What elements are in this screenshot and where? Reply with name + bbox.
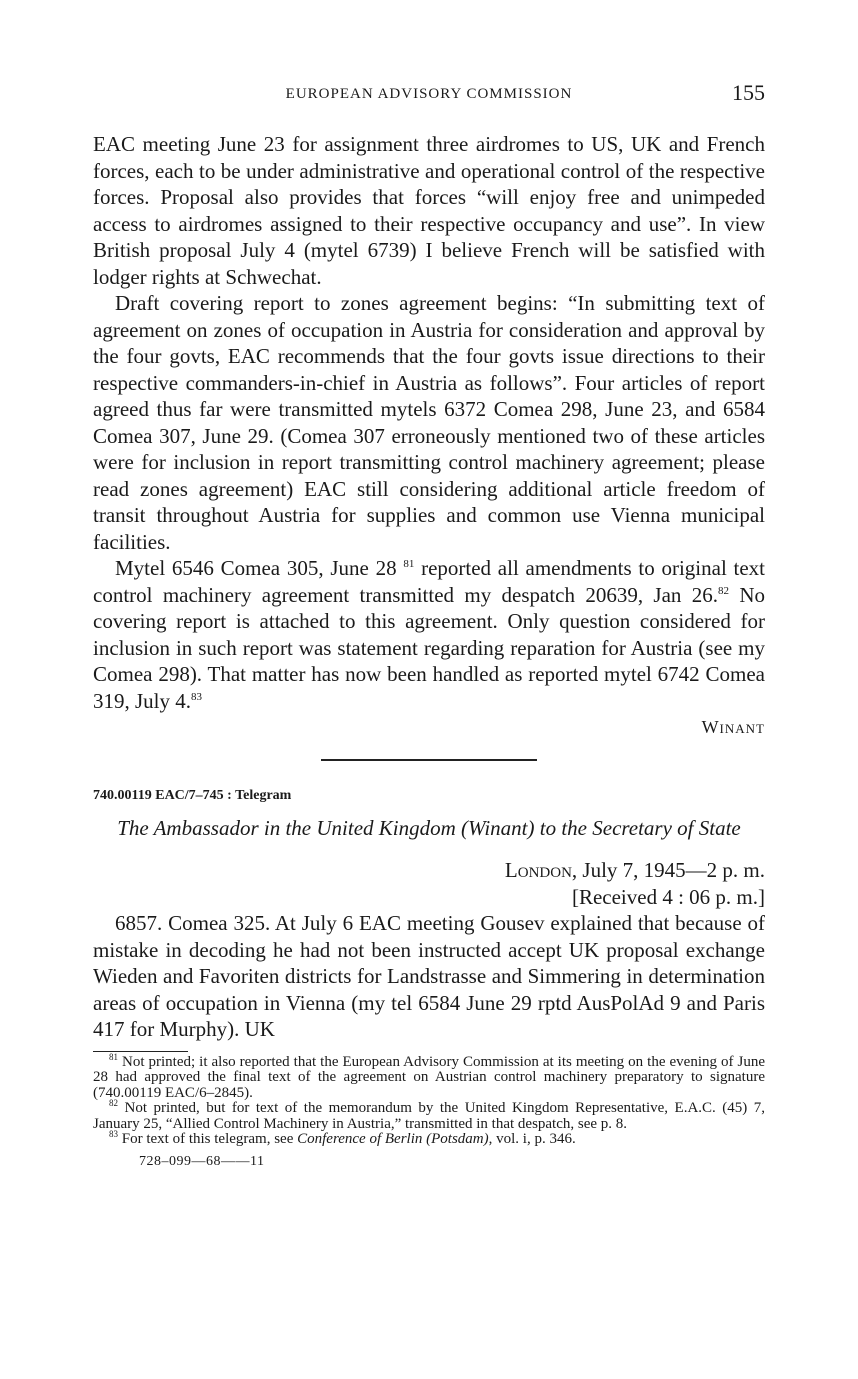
footnote-citation: Conference of Berlin (Potsdam) bbox=[297, 1131, 489, 1147]
footnote-text: Not printed, but for text of the memorandum by the United Kingdom Representative, E.A.C. (45) 7, January 25, “Allied Control Machinery in Austria,” transmitted in that despatch, see p. 8. bbox=[93, 1100, 765, 1132]
file-number: 740.00119 EAC/7–745 : Telegram bbox=[93, 788, 292, 803]
paragraph-3-part-a: Mytel 6546 Comea 305, June 28 bbox=[115, 556, 397, 580]
document-title: The Ambassador in the United Kingdom (Winant) to the Secretary of State bbox=[117, 816, 741, 840]
dateline bbox=[93, 857, 765, 884]
footnote-text-end: , vol. i, p. 346. bbox=[488, 1131, 576, 1147]
received-time: [Received 4 : 06 p. m.] bbox=[571, 884, 765, 909]
footnote-82 bbox=[93, 1098, 765, 1132]
footnote-divider bbox=[93, 1051, 188, 1052]
page-number: 155 bbox=[732, 80, 765, 105]
paragraph-3 bbox=[93, 555, 765, 714]
paragraph-3-part-b: reported all amendments to original text control machinery agreement transmitted my despatch 20639, Jan 26. bbox=[93, 556, 766, 607]
paragraph-1: EAC meeting June 23 for assignment three airdromes to US, UK and French forces, each to be under administrative and operational control of the respective forces. Proposal also provides that forces “will enjoy free and unimpeded access to airdromes assigned to their respective occupancy and use”. In view British proposal July 4 (mytel 6739) I believe French will be satisfied with lodger rights at Schwechat. bbox=[93, 132, 765, 289]
footnote-83 bbox=[93, 1129, 765, 1148]
footnote-text: For text of this telegram, see bbox=[118, 1131, 298, 1147]
footnote-mark: 82 bbox=[109, 1098, 118, 1108]
running-head bbox=[93, 78, 765, 108]
footnotes bbox=[93, 1051, 765, 1148]
section-divider bbox=[321, 759, 537, 761]
footnote-mark: 81 bbox=[109, 1051, 118, 1062]
footnote-81 bbox=[93, 1051, 765, 1102]
paragraph-2: Draft covering report to zones agreement begins: “In submitting text of agreement on zones of occupation in Austria for consideration and approval by the four govts, EAC recommends that the four govts issue directions to their respective commanders-in-chief in Austria as follows”. Four articles of report agreed thus far were transmitted mytels 6372 Comea 298, June 23, and 6584 Comea 307, June 29. (Comea 307 erroneously mentioned two of these articles were for inclusion in report transmitting control machinery agreement; please read zones agreement) EAC still considering additional article freedom of transit throughout Austria for supplies and common use Vienna municipal facilities. bbox=[93, 291, 765, 554]
footnote-text: Not printed; it also reported that the European Advisory Commission at its meeting on the evening of June 28 had approved the final text of the agreement on Austrian control machinery preparatory to signature (740.00119 EAC/6–2845). bbox=[93, 1053, 765, 1101]
print-code: 728–099—68——11 bbox=[139, 1153, 265, 1169]
dateline-place: London bbox=[504, 858, 572, 882]
page bbox=[93, 78, 765, 1170]
footnote-mark: 83 bbox=[109, 1129, 118, 1139]
footnote-ref-83: 83 bbox=[191, 690, 203, 703]
footnote-ref-82: 82 bbox=[717, 584, 729, 597]
paragraph-3-part-c: No covering report is attached to this agreement. Only question considered for inclusion in such report was statement regarding reparation for Austria (see my Comea 298). That matter has now been handled as reported mytel 6742 Comea 319, July 4. bbox=[93, 582, 765, 713]
telegram-body: 6857. Comea 325. At July 6 EAC meeting Gousev explained that because of mistake in decoding he had not been instructed accept UK proposal exchange Wieden and Favoriten districts for Landstrasse and Simmering in determination areas of occupation in Vienna (my tel 6584 June 29 rptd AusPolAd 9 and Paris 417 for Murphy). UK bbox=[93, 911, 765, 1041]
footnote-ref-81: 81 bbox=[403, 558, 415, 570]
dateline-date: , July 7, 1945—2 p. m. bbox=[571, 858, 765, 882]
signature: Winant bbox=[701, 717, 765, 737]
running-title: EUROPEAN ADVISORY COMMISSION bbox=[285, 86, 573, 102]
